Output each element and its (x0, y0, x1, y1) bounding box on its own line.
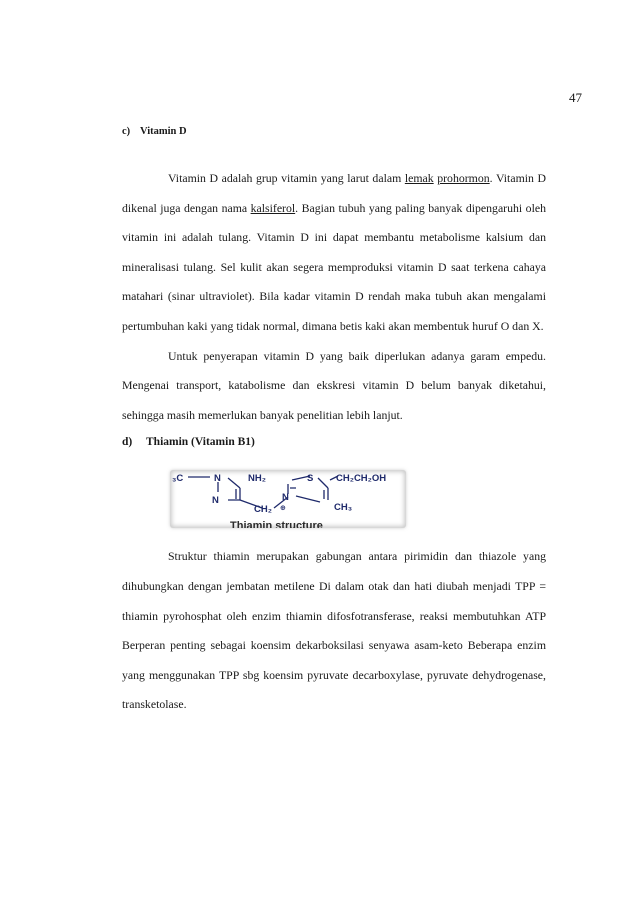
label-positive-charge: ⊕ (280, 505, 286, 513)
paragraph-thiamin (122, 542, 546, 720)
label-nh2: NH₂ (248, 473, 266, 485)
section-title: Thiamin (Vitamin B1) (146, 436, 255, 449)
section-title: Vitamin D (140, 126, 187, 137)
section-number: c) (122, 126, 131, 137)
paragraph-text: . Vitamin D dikenal juga dengan nama (122, 171, 547, 215)
label-n-plus: N (282, 492, 289, 504)
section-heading-thiamin (122, 430, 546, 454)
section-heading-vitamin-d (122, 120, 546, 144)
paragraph-text: Vitamin D adalah grup vitamin yang larut dalam (168, 171, 405, 185)
underlined-term: lemak (404, 171, 434, 185)
figure-caption: Thiamin structure (230, 520, 323, 529)
page-content (122, 120, 546, 720)
label-s: S (307, 473, 314, 485)
label-n-bottom: N (212, 495, 219, 507)
label-ch2: CH₂ (254, 504, 272, 516)
underlined-term: prohormon (437, 171, 490, 185)
label-n-top: N (214, 473, 221, 485)
paragraph-thiamin-text: Struktur thiamin merupakan gabungan antara pirimidin dan thiazole yang dihubungkan dengan jembatan metilene Di dalam otak dan hati diubah menjadi TPP = thiamin pyrohosphat oleh enzim thiamin difosfotransferase, reaksi membutuhkan ATP Berperan penting sebagai koensim dekarboksilasi senyawa asam-keto Beberapa enzim yang menggunakan TPP sbg koensim pyruvate decarboxylase, pyruvate dehydrogenase, transketolase. (122, 549, 546, 712)
underlined-term: kalsiferol (250, 200, 296, 215)
page-number: 47 (569, 90, 582, 105)
paragraph-text: Untuk penyerapan vitamin D yang baik diperlukan adanya garam empedu. Mengenai transport, katabolisme dan ekskresi vitamin D belum banyak diketahui, sehingga masih memerlukan banyak penelitian lebih lanjut. (122, 348, 546, 422)
label-ch3: CH₃ (334, 502, 353, 514)
paragraph-vitamin-d-2 (122, 342, 546, 431)
section-number: d) (122, 436, 133, 449)
paragraph-text: . Bagian tubuh yang paling banyak dipengaruhi oleh vitamin ini adalah tulang. Vitamin D ini dapat membantu metabolisme kalsium dan mineralisasi tulang. Sel kulit akan segera memproduksi vitamin D saat terkena cahaya matahari (sinar ultraviolet). Bila kadar vitamin D rendah maka tubuh akan mengalami pertumbuhan kaki yang tidak normal, dimana betis kaki akan membentuk huruf O dan X. (122, 200, 546, 333)
label-h3c: ₃C (172, 473, 184, 485)
paragraph-vitamin-d-1 (122, 164, 546, 342)
thiamin-structure-figure (170, 470, 406, 528)
label-ch2ch2oh: CH₂CH₂OH (336, 473, 387, 485)
